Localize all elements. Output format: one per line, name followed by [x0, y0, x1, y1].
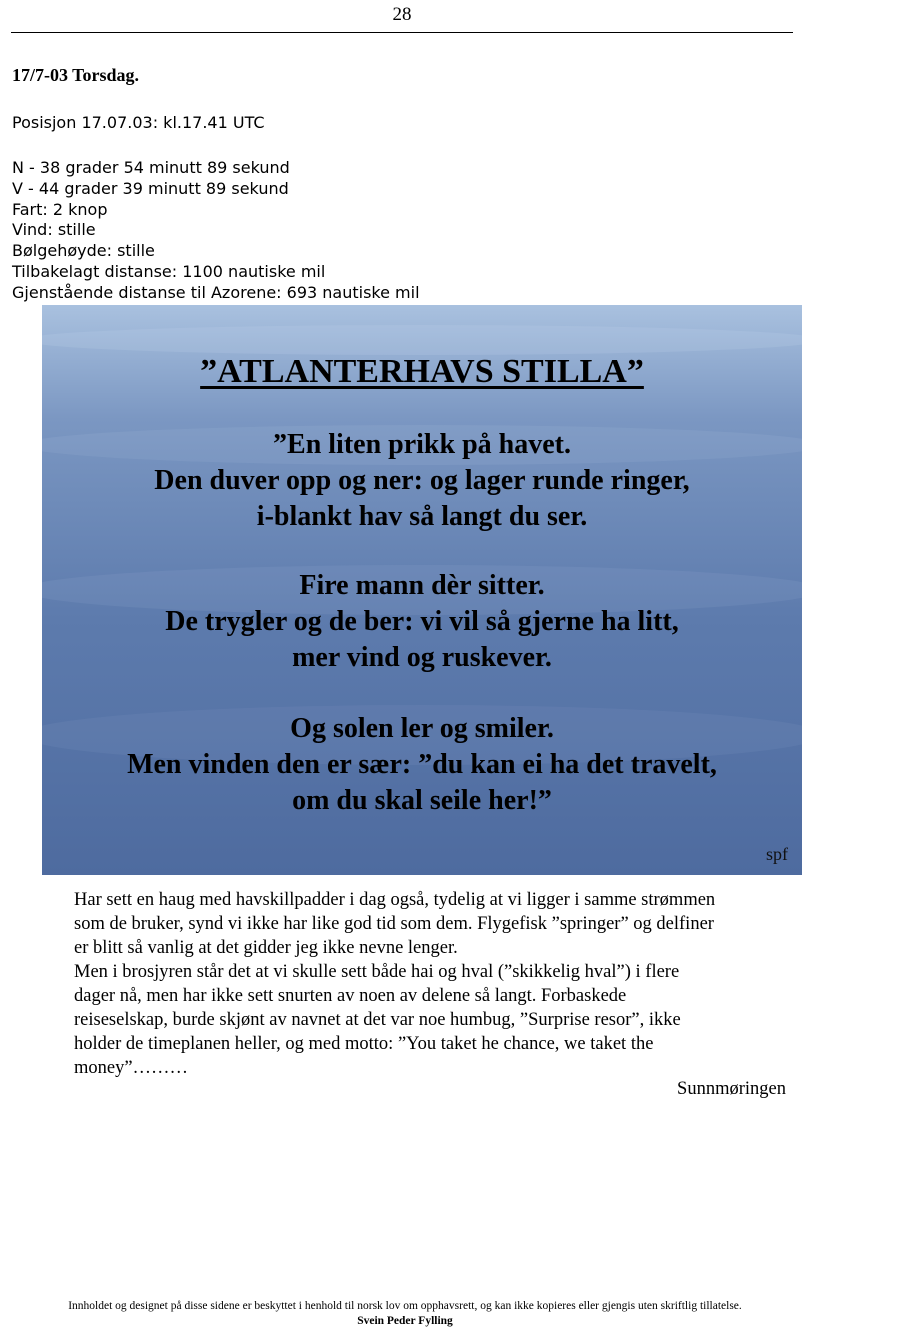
- poem-stanza: [42, 711, 802, 819]
- journal-line: Har sett en haug med havskillpadder i dag også, tydelig at vi ligger i samme strømmen: [74, 890, 716, 910]
- stat-wind: Vind: stille: [12, 220, 96, 240]
- poem-line: mer vind og ruskever.: [292, 642, 552, 673]
- footer-author: Svein Peder Fylling: [357, 1315, 453, 1327]
- stat-latitude: N - 38 grader 54 minutt 89 sekund: [12, 158, 290, 177]
- journal-text: [74, 888, 804, 1080]
- header-divider: [11, 32, 793, 33]
- poem-line: om du skal seile her!”: [292, 785, 552, 816]
- page-number: 28: [392, 4, 412, 25]
- stat-distance-covered: Tilbakelagt distanse: 1100 nautiske mil: [12, 261, 326, 281]
- journal-line: reiseselskap, burde skjønt av navnet at det var noe humbug, ”Surprise resor”, ikke: [74, 1010, 681, 1030]
- wave-highlight: [42, 325, 802, 355]
- stat-wave-height: Bølgehøyde: stille: [12, 241, 155, 261]
- poem-line: Fire mann dèr sitter.: [299, 570, 545, 601]
- poem-line: Den duver opp og ner: og lager runde ringer,: [154, 465, 690, 496]
- poem-line: Men vinden den er sær: ”du kan ei ha det travelt,: [127, 749, 717, 780]
- journal-line: som de bruker, synd vi ikke har like god tid som dem. Flygefisk ”springer” og delfiner: [74, 914, 714, 934]
- poem-line: De trygler og de ber: vi vil så gjerne ha litt,: [165, 606, 679, 637]
- poem-title-text: ”ATLANTERHAVS STILLA”: [200, 353, 644, 390]
- journal-line: dager nå, men har ikke sett snurten av noen av delene så langt. Forbaskede: [74, 986, 627, 1006]
- date-heading: 17/7-03 Torsdag.: [12, 65, 140, 85]
- stat-longitude: V - 44 grader 39 minutt 89 sekund: [12, 178, 289, 198]
- stat-distance-remaining: Gjenstående distanse til Azorene: 693 nautiske mil: [12, 282, 420, 302]
- poem-title: [42, 353, 802, 391]
- position-line: Posisjon 17.07.03: kl.17.41 UTC: [12, 113, 265, 132]
- copyright-notice: Innholdet og designet på disse sidene er beskyttet i henhold til norsk lov om opphavsrett, og kan ikke kopieres eller gjengis uten skriftlig tillatelse.: [68, 1300, 742, 1312]
- journal-line: er blitt så vanlig at det gidder jeg ikke nevne lenger.: [74, 938, 458, 958]
- stat-speed: Fart: 2 knop: [12, 199, 108, 219]
- journal-line: money”………: [74, 1058, 189, 1078]
- poem-signature: spf: [766, 844, 788, 864]
- poem-line: ”En liten prikk på havet.: [273, 429, 571, 460]
- journal-line: holder de timeplanen heller, og med motto: ”You taket he chance, we taket the: [74, 1034, 654, 1054]
- sea-photo-poem: [42, 305, 802, 875]
- poem-stanza: [42, 427, 802, 535]
- poem-line: Og solen ler og smiler.: [290, 713, 554, 744]
- author-signature: Sunnmøringen: [677, 1079, 786, 1099]
- position-stats: [12, 158, 420, 304]
- copyright-footer: [0, 1299, 810, 1329]
- poem-line: i-blankt hav så langt du ser.: [256, 501, 588, 532]
- journal-line: Men i brosjyren står det at vi skulle sett både hai og hval (”skikkelig hval”) i flere: [74, 962, 680, 982]
- poem-stanza: [42, 568, 802, 676]
